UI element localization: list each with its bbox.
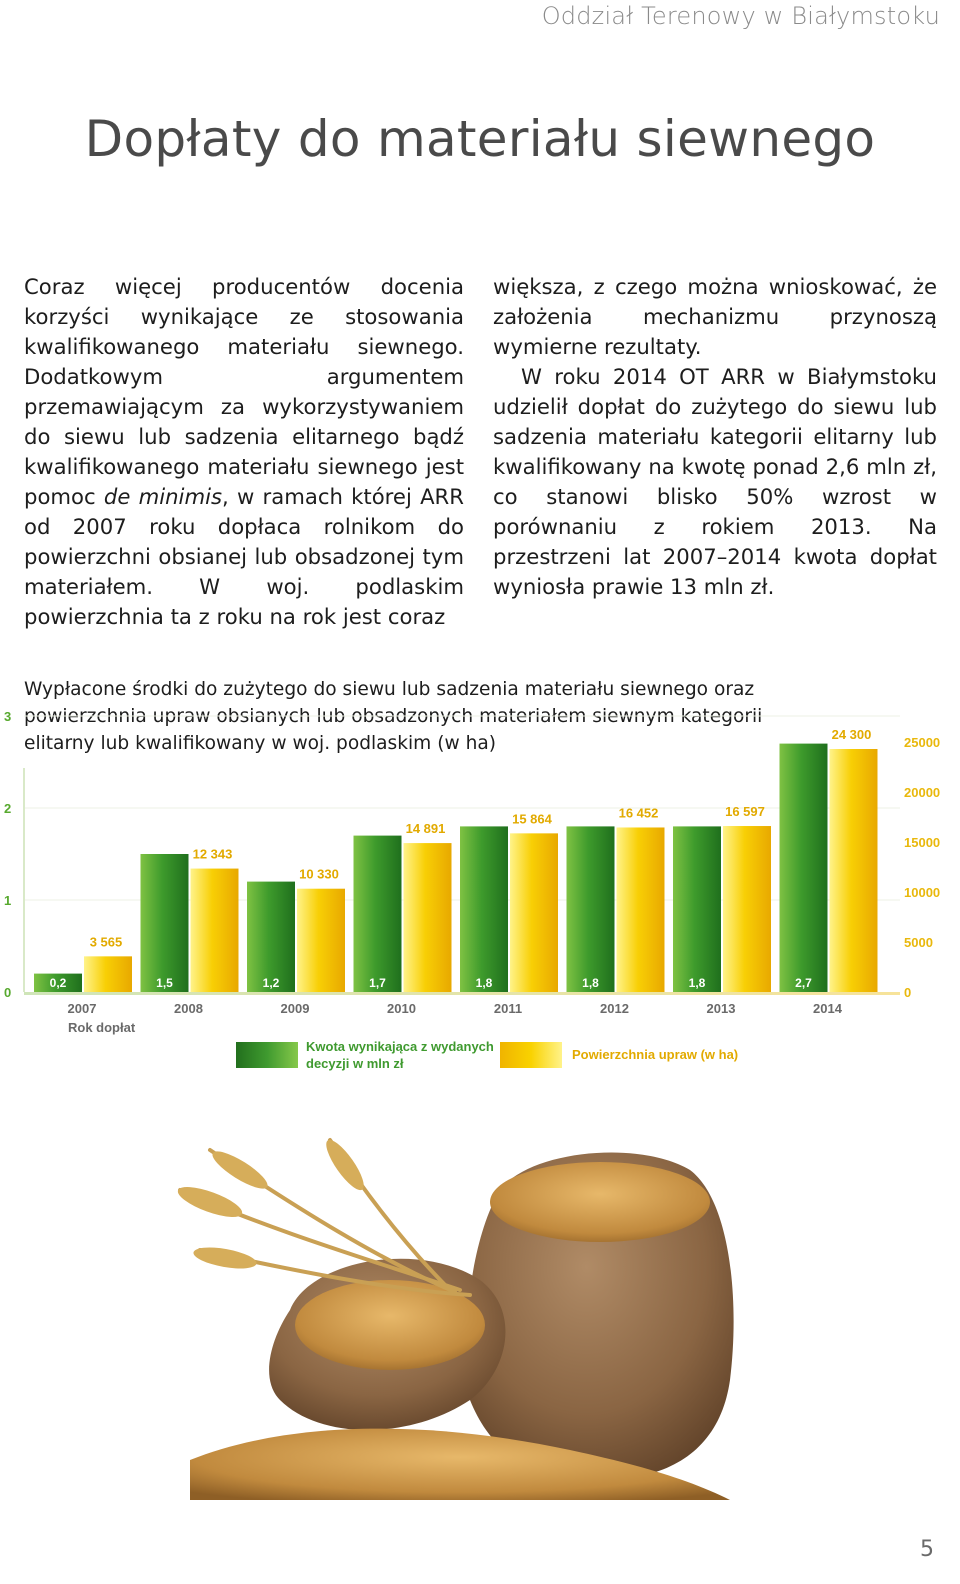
x-axis-label: 2014 [813,1001,842,1016]
bar-yellow-label: 14 891 [405,821,446,837]
chart-bars [34,727,878,992]
bar-yellow [84,956,132,992]
bar-yellow [510,833,558,992]
x-axis-label: 2010 [387,1001,416,1016]
text-column-left [24,272,464,632]
bar-yellow-label: 12 343 [192,846,233,862]
bar-yellow [297,889,345,992]
right-axis-tick: 5000 [904,935,933,950]
x-axis-label: 2013 [706,1001,736,1016]
bar-yellow [830,749,878,992]
legend-label-green-1: Kwota wynikająca z wydanych [306,1039,494,1054]
bar-green [460,826,508,992]
bar-green-label: 1,2 [262,976,280,990]
bar-green [780,744,828,992]
right-axis-tick: 10000 [904,885,941,900]
left-axis-tick: 0 [4,985,12,1000]
bar-yellow-label: 3 565 [89,934,123,950]
bar-green-label: 1,8 [582,976,599,990]
legend [236,1039,738,1071]
left-axis-tick: 2 [4,801,12,816]
x-axis-label: 2008 [174,1001,203,1016]
bar-green [567,826,615,992]
bar-yellow [617,827,665,992]
bar-green-label: 1,8 [475,976,493,990]
bar-green [354,836,402,992]
paragraph-part: Coraz więcej producentów docenia korzyści wynikające ze stosowania kwalifikowanego materiału siewnego. Dodatkowym argumentem przemawiającym za wykorzystywaniem do siewu lub sadzenia elitarnego bądź kwalifikowanego materiału siewnego jest pomoc [24,274,464,509]
paragraph-part: , w ramach której ARR od 2007 roku dopłaca rolnikom do powierzchni obsianej lub obsadzonej tym materiałem. W woj. podlaskim powierzchnia ta z roku na rok jest coraz [24,484,465,629]
chart-caption: Wypłacone środki do zużytego do siewu lub sadzenia materiału siewnego oraz powierzchnia upraw obsianych lub obsadzonych materiałem siewnym kategorii elitarny lub kwalifikowany w woj. podlaskim (w ha) [24,679,763,754]
section-header: Oddział Terenowy w Białymstoku [541,2,940,30]
left-axis-tick: 1 [4,893,12,908]
x-axis-label: 2012 [600,1001,629,1016]
right-axis-tick: 15000 [904,835,941,850]
paragraph: W roku 2014 OT ARR w Białymstoku udzielił dopłat do zużytego do siewu lub sadzenia materiału kategorii elitarny lub kwalifikowany na kwotę ponad 2,6 mln zł, co stanowi blisko 50% wzrost w porównaniu z rokiem 2013. Na przestrzeni lat 2007–2014 kwota dopłat wyniosła prawie 13 mln zł. [493,364,937,599]
bar-green-label: 1,8 [688,976,706,990]
page-number: 5 [920,1537,934,1562]
bar-yellow-label: 10 330 [299,866,339,882]
legend-label-yellow: Powierzchnia upraw (w ha) [572,1047,739,1062]
paragraph [24,272,464,632]
x-axis-title: Rok dopłat [68,1020,136,1035]
bar-yellow-label: 16 452 [618,805,659,821]
bar-yellow-label: 15 864 [512,811,552,827]
x-axis-label: 2007 [67,1001,97,1016]
bar-green-label: 0,2 [49,976,67,990]
paragraph: większa, z czego można wnioskować, że założenia mechanizmu przynoszą wymierne rezultaty. [493,274,937,359]
legend-swatch-yellow [500,1042,562,1068]
bar-yellow [191,869,239,992]
bar-yellow [723,826,771,992]
bar-green-label: 1,7 [369,976,386,990]
bar-green-label: 1,5 [156,976,173,990]
page-title: Dopłaty do materiału siewnego [84,110,876,168]
bar-yellow [404,843,452,992]
emphasis-term: de minimis [103,484,223,509]
bar-yellow-label: 24 300 [831,727,872,742]
grain-sacks-illustration [170,1120,790,1520]
bar-green [141,854,189,992]
right-axis-tick: 0 [904,985,912,1000]
bar-green-label: 2,7 [795,976,812,990]
text-column-right [493,272,937,602]
left-axis-tick: 3 [4,709,12,724]
bar-green [673,826,721,992]
x-axis-label: 2009 [280,1001,310,1016]
bar-yellow-label: 16 597 [725,804,765,820]
right-axis-tick: 25000 [904,735,941,750]
legend-label-green-2: decyzji w mln zł [306,1056,404,1071]
legend-swatch-green [236,1042,298,1068]
baseline [24,992,900,995]
right-axis-tick: 20000 [904,785,941,800]
x-axis-label: 2011 [493,1001,523,1016]
grain-heap-top [490,1162,710,1242]
